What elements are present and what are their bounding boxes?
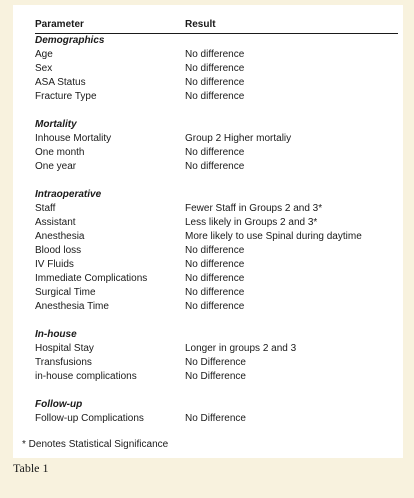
result-cell: No difference: [185, 63, 245, 74]
table-row: [35, 160, 398, 174]
table-row: [35, 286, 398, 300]
table-row: [35, 146, 398, 160]
parameter-cell: IV Fluids: [35, 259, 74, 270]
parameter-cell: Age: [35, 49, 53, 60]
parameter-cell: Blood loss: [35, 245, 82, 256]
section-spacer: [35, 174, 398, 188]
table-row: [35, 90, 398, 104]
section-title: In-house: [35, 329, 77, 340]
header-result: Result: [185, 19, 216, 30]
section-title: Mortality: [35, 119, 77, 130]
table-row: [35, 412, 398, 426]
table-row: [35, 356, 398, 370]
table-row: [35, 48, 398, 62]
result-cell: No difference: [185, 147, 245, 158]
table-row: [35, 370, 398, 384]
result-cell: Fewer Staff in Groups 2 and 3*: [185, 203, 323, 214]
parameter-cell: Fracture Type: [35, 91, 97, 102]
result-cell: Less likely in Groups 2 and 3*: [185, 217, 318, 228]
result-cell: No difference: [185, 301, 245, 312]
footnote: * Denotes Statistical Significance: [22, 439, 169, 450]
results-table: [35, 18, 398, 426]
parameter-cell: Anesthesia Time: [35, 301, 109, 312]
table-row: [35, 202, 398, 216]
header-parameter: Parameter: [35, 19, 84, 30]
result-cell: No difference: [185, 161, 245, 172]
result-cell: No difference: [185, 49, 245, 60]
parameter-cell: Hospital Stay: [35, 343, 94, 354]
table-row: [35, 244, 398, 258]
result-cell: No difference: [185, 77, 245, 88]
result-cell: More likely to use Spinal during daytime: [185, 231, 362, 242]
section-spacer: [35, 384, 398, 398]
parameter-cell: in-house complications: [35, 371, 137, 382]
parameter-cell: ASA Status: [35, 77, 86, 88]
section-spacer: [35, 104, 398, 118]
result-cell: No Difference: [185, 413, 246, 424]
result-cell: No difference: [185, 287, 245, 298]
section-title: Follow-up: [35, 399, 83, 410]
table-card: [13, 5, 403, 458]
table-row: [35, 76, 398, 90]
table-row: [35, 230, 398, 244]
parameter-cell: Transfusions: [35, 357, 92, 368]
result-cell: Group 2 Higher mortaliy: [185, 133, 292, 144]
parameter-cell: Inhouse Mortality: [35, 133, 112, 144]
result-cell: No difference: [185, 91, 245, 102]
parameter-cell: Follow-up Complications: [35, 413, 144, 424]
result-cell: No difference: [185, 245, 245, 256]
parameter-cell: Anesthesia: [35, 231, 85, 242]
table-row: [35, 132, 398, 146]
table-row: [35, 300, 398, 314]
table-row: [35, 62, 398, 76]
table-row: [35, 272, 398, 286]
parameter-cell: Assistant: [35, 217, 76, 228]
result-cell: No difference: [185, 273, 245, 284]
table-row: [35, 216, 398, 230]
section-spacer: [35, 314, 398, 328]
parameter-cell: Surgical Time: [35, 287, 96, 298]
parameter-cell: One month: [35, 147, 85, 158]
result-cell: No Difference: [185, 357, 246, 368]
table-caption: Table 1: [13, 461, 49, 475]
section-title: Demographics: [35, 35, 105, 46]
result-cell: Longer in groups 2 and 3: [185, 343, 297, 354]
table-row: [35, 258, 398, 272]
result-cell: No difference: [185, 259, 245, 270]
result-cell: No Difference: [185, 371, 246, 382]
section-title: Intraoperative: [35, 189, 102, 200]
parameter-cell: Staff: [35, 203, 56, 214]
table-header: [35, 18, 398, 32]
parameter-cell: Sex: [35, 63, 53, 74]
parameter-cell: One year: [35, 161, 77, 172]
parameter-cell: Immediate Complications: [35, 273, 148, 284]
table-row: [35, 342, 398, 356]
table-body: [35, 34, 398, 426]
